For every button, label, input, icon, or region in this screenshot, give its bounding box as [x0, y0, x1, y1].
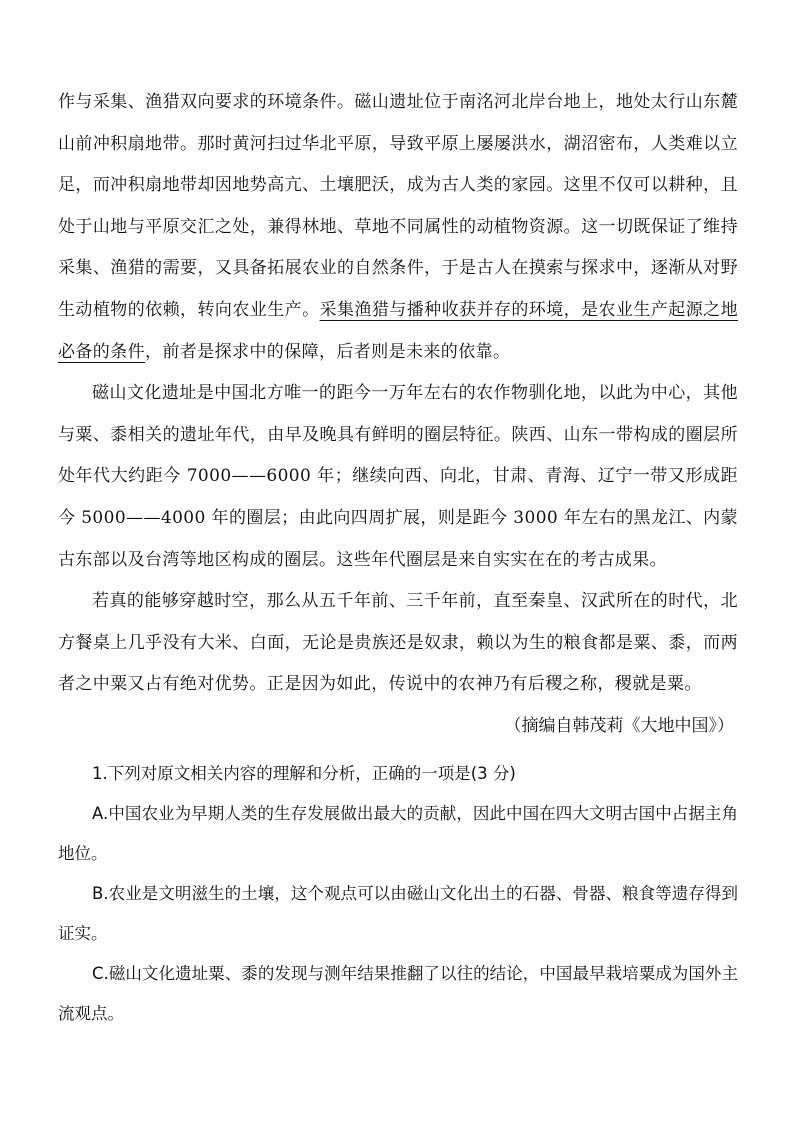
source-citation: （摘编自韩茂莉《大地中国》） — [504, 715, 734, 736]
question-stem: 1.下列对原文相关内容的理解和分析，正确的一项是(3 分) — [92, 763, 516, 783]
underlined-key-sentence: 采集渔猎与播种收获并存的环境，是农业生产起源之地必备的条件 — [58, 299, 739, 362]
document-page — [58, 82, 738, 1034]
passage-paragraph-2: 磁山文化遗址是中国北方唯一的距今一万年左右的农作物驯化地，以此为中心，其他与粟、黍相关的遗址年代，由早及晚具有鲜明的圈层特征。陕西、山东一带构成的圈层所处年代大约距今 7000——6000 年；继续向西、向北，甘肃、青海、辽宁一带又形成距今 5000——4000 年的圈层；由此向四周扩展，则是距今 3000 年左右的黑龙江、内蒙古东部以及台湾等地区构成的圈层。这些年代圈层是来自实实在在的考古成果。 — [58, 383, 738, 570]
passage-paragraph-3: 若真的能够穿越时空，那么从五千年前、三千年前，直至秦皇、汉武所在的时代，北方餐桌上几乎没有大米、白面，无论是贵族还是奴隶，赖以为生的粮食都是粟、黍，而两者之中粟又占有绝对优势。正是因为如此，传说中的农神乃有后稷之称，稷就是粟。 — [58, 591, 738, 695]
question-option-b: B.农业是文明滋生的土壤，这个观点可以由磁山文化出土的石器、骨器、粮食等遗存得到证实。 — [58, 883, 738, 943]
passage-paragraph-1-ending: ，前者是探求中的保障，后者则是未来的依靠。 — [145, 341, 511, 362]
question-option-a: A.中国农业为早期人类的生存发展做出最大的贡献，因此中国在四大文明古国中占据主角地位。 — [58, 803, 738, 863]
question-option-c: C.磁山文化遗址粟、黍的发现与测年结果推翻了以往的结论，中国最早栽培粟成为国外主流观点。 — [58, 963, 738, 1023]
passage-paragraph-1 — [58, 82, 738, 373]
passage-paragraph-1-text: 作与采集、渔猎双向要求的环境条件。磁山遗址位于南洺河北岸台地上，地处太行山东麓山前冲积扇地带。那时黄河扫过华北平原，导致平原上屡屡洪水，湖沼密布，人类难以立足，而冲积扇地带却因地势高亢、土壤肥沃，成为古人类的家园。这里不仅可以耕种，且处于山地与平原交汇之处，兼得林地、草地不同属性的动植物资源。这一切既保证了维持采集、渔猎的需要，又具备拓展农业的自然条件，于是古人在摸索与探求中，逐渐从对野生动植物的依赖，转向农业生产。 — [58, 92, 738, 320]
